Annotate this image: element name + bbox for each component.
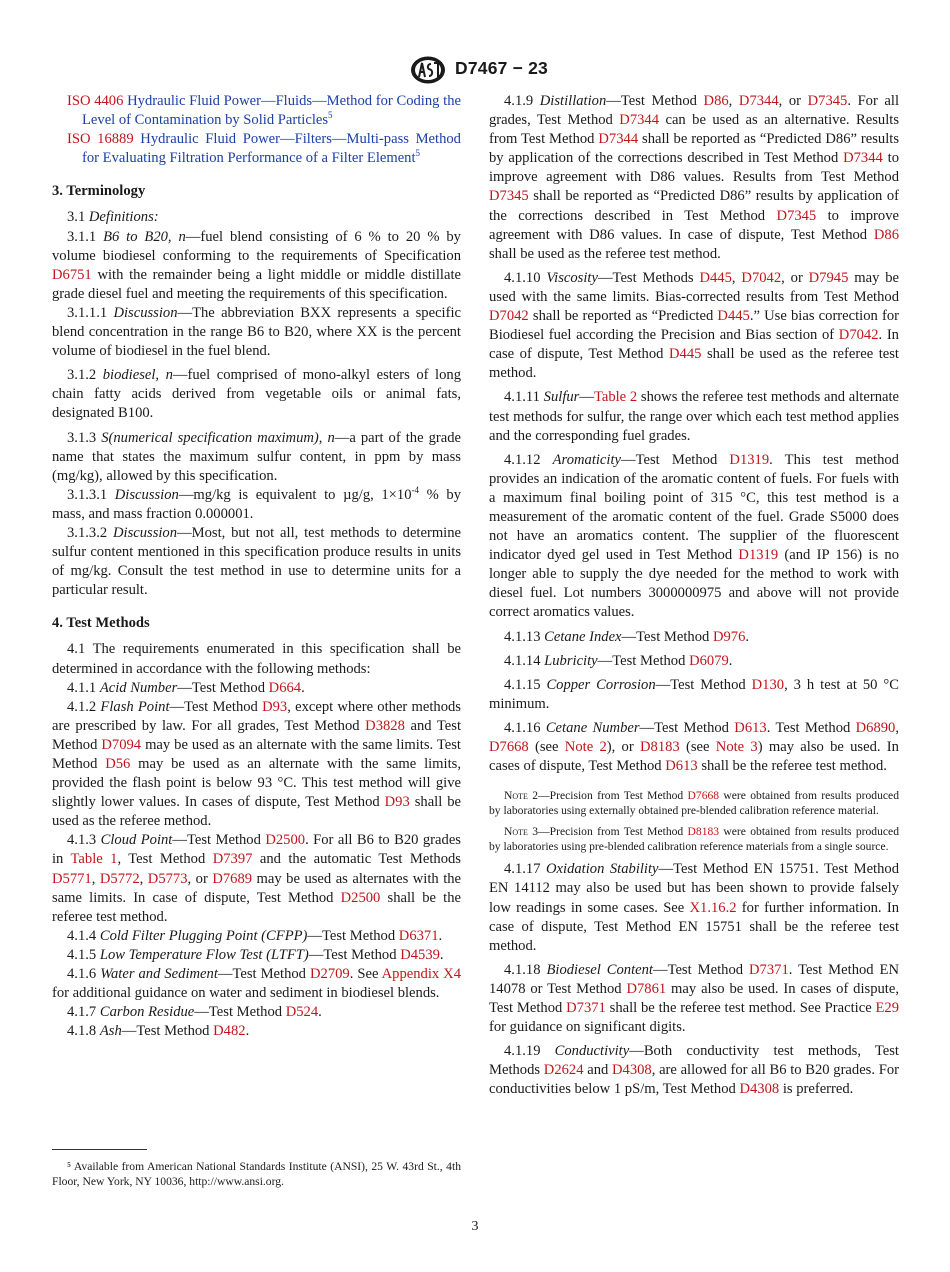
paragraph-4-1: 4.1 The requirements enumerated in this specification shall be determined in accordance with the following methods: — [52, 641, 461, 677]
astm-logo-icon — [408, 55, 448, 85]
note-2: Note 2—Precision from Test Method D7668 were obtained from results produced by laboratories using externally obtained pre-blended calibration reference material. — [489, 789, 899, 818]
paragraph-4-1-17: 4.1.17 Oxidation Stability—Test Method EN 15751. Test Method EN 14112 may also be used but has been shown to provide falsely low readings in some cases. See X1.16.2 for further information. In case of dispute, Test Method EN 15751 shall be the referee test method. — [489, 861, 899, 954]
paragraph-4-1-6: 4.1.6 Water and Sediment—Test Method D2709. See Appendix X4 for additional guidance on water and sediment in biodiesel blends. — [52, 966, 462, 1002]
reference-iso-4406[interactable]: ISO 4406 Hydraulic Fluid Power—Fluids—Method for Coding the Level of Contamination by Solid Particles$^5$ — [67, 93, 461, 129]
paragraph-4-1-10: 4.1.10 Viscosity—Test Methods D445, D7042, or D7945 may be used with the same limits. Bias-corrected results from Test Method D7042 shall be reported as “Predicted D445.” Use bias correction for Biodiesel fuel according the Precision and Bias section of D7042. In case of dispute, Test Method D445 shall be used as the referee test method. — [489, 269, 900, 382]
paragraph-4-1-4: 4.1.4 Cold Filter Plugging Point (CFPP)—Test Method D6371. — [67, 927, 443, 944]
paragraph-3-1-1-1: 3.1.1.1 Discussion—The abbreviation BXX represents a specific blend concentration in the range B6 to B20, where XX is the percent volume of biodiesel in the fuel blend. — [52, 304, 462, 360]
paragraph-4-1-18: 4.1.18 Biodiesel Content—Test Method D7371. Test Method EN 14078 or Test Method D7861 may also be used. In cases of dispute, Test Method D7371 shall be the referee test method. See Practice E29 for guidance on significant digits. — [489, 961, 900, 1036]
paragraph-3-1-3-2: 3.1.3.2 Discussion—Most, but not all, test methods to determine sulfur content mentioned in this specification produce results in units of mg/kg. Consult the test method in use to determine units for a particular result. — [52, 524, 461, 599]
paragraph-3-1-2: 3.1.2 biodiesel, n—fuel comprised of mono-alkyl esters of long chain fatty acids derived from vegetable oils or animal fats, designated B100. — [52, 367, 461, 422]
paragraph-4-1-13: 4.1.13 Cetane Index—Test Method D976. — [504, 628, 750, 645]
paragraph-4-1-1: 4.1.1 Acid Number—Test Method D664. — [67, 679, 305, 696]
document-id: D7467 − 23 — [455, 58, 548, 78]
section-heading-test-methods: 4. Test Methods — [52, 615, 150, 632]
paragraph-3-1-3: 3.1.3 S(numerical specification maximum), n—a part of the grade name that states the maximum sulfur content, in ppm by mass (mg/kg), allowed by this specification. — [52, 429, 461, 484]
paragraph-4-1-2: 4.1.2 Flash Point—Test Method D93, except where other methods are prescribed by law. For all grades, Test Method D3828 and Test Method D7094 may be used as an alternate with the same limits. Test Method D56 may be used as an alternate with the same limits, provided the flash point is below 93 °C. This test method will give slightly lower values. In cases of dispute, Test Method D93 shall be used as the referee method. — [52, 698, 461, 830]
page-header — [0, 55, 950, 85]
paragraph-4-1-12: 4.1.12 Aromaticity—Test Method D1319. This test method provides an indication of the aromatic content of fuels. For fuels with a maximum final boiling point of 315 °C, this test method is a measurement of the aromatic content of the fuel. Grade S5000 does not have an aromatics content. The supplier of the fluorescent indicator dyed gel used in Test Method D1319 (and IP 156) is no longer able to supply the dye needed for the method to work with diesel fuel. Lot numbers 3000000975 and above will not provide correct aromatics values. — [489, 451, 900, 621]
paragraph-4-1-9: 4.1.9 Distillation—Test Method D86, D7344, or D7345. For all grades, Test Method D7344 can be used as an alternative. Results from Test Method D7344 shall be reported as “Predicted D86” results by application of the corrections described in Test Method D7344 to improve agreement with D86 values. Results from Test Method D7345 shall be reported as “Predicted D86” results by application of the corrections described in Test Method D7345 to improve agreement with D86 values. In case of dispute, Test Method D86 shall be used as the referee test method. — [489, 93, 900, 262]
section-heading-terminology: 3. Terminology — [52, 183, 146, 200]
footnote-separator — [52, 1149, 147, 1150]
right-column — [489, 92, 899, 1100]
paragraph-4-1-8: 4.1.8 Ash—Test Method D482. — [67, 1023, 250, 1040]
paragraph-4-1-16: 4.1.16 Cetane Number—Test Method D613. Test Method D6890, D7668 (see Note 2), or D8183 (see Note 3) may also be used. In cases of dispute, Test Method D613 shall be the referee test method. — [489, 719, 900, 775]
paragraph-4-1-7: 4.1.7 Carbon Residue—Test Method D524. — [67, 1004, 322, 1021]
page-number: 3 — [471, 1219, 479, 1234]
paragraph-4-1-14: 4.1.14 Lubricity—Test Method D6079. — [504, 652, 733, 669]
paragraph-4-1-11: 4.1.11 Sulfur—Table 2 shows the referee test methods and alternate test methods for sulfur, the range over which each test method applies and the corresponding fuel grades. — [489, 389, 900, 444]
footnote-5: ⁵ Available from American National Standards Institute (ANSI), 25 W. 43rd St., 4th Floor, New York, NY 10036, http://www.ansi.org. — [52, 1160, 461, 1189]
left-column — [52, 92, 461, 1041]
paragraph-4-1-3: 4.1.3 Cloud Point—Test Method D2500. For all B6 to B20 grades in Table 1, Test Method D7397 and the automatic Test Methods D5771, D5772, D5773, or D7689 may be used as alternates with the same limits. In case of dispute, Test Method D2500 shall be the referee test method. — [52, 832, 462, 925]
paragraph-3-1: 3.1 Definitions: — [67, 209, 159, 226]
paragraph-3-1-1: 3.1.1 B6 to B20, n—fuel blend consisting of 6 % to 20 % by volume biodiesel conforming to the requirements of Specification D6751 with the remainder being a light middle or middle distillate grade diesel fuel and meeting the requirements of this specification. — [52, 228, 461, 302]
reference-iso-16889[interactable]: ISO 16889 Hydraulic Fluid Power—Filters—Multi-pass Method for Evaluating Filtration Performance of a Filter Element$^5$ — [67, 131, 461, 167]
paragraph-3-1-3-1: 3.1.3.1 Discussion—mg/kg is equivalent to µg/g, $1\times 10^{-4}$ % by mass, and mass fraction 0.000001. — [52, 484, 462, 522]
note-3: Note 3—Precision from Test Method D8183 were obtained from results produced by laboratories using pre-blended calibration reference materials from a single source. — [489, 824, 899, 854]
paragraph-4-1-15: 4.1.15 Copper Corrosion—Test Method D130, 3 h test at 50 °C minimum. — [489, 676, 899, 712]
paragraph-4-1-5: 4.1.5 Low Temperature Flow Test (LTFT)—Test Method D4539. — [67, 946, 444, 963]
paragraph-4-1-19: 4.1.19 Conductivity—Both conductivity test methods, Test Methods D2624 and D4308, are allowed for all B6 to B20 grades. For conductivities below 1 pS/m, Test Method D4308 is preferred. — [489, 1043, 899, 1098]
